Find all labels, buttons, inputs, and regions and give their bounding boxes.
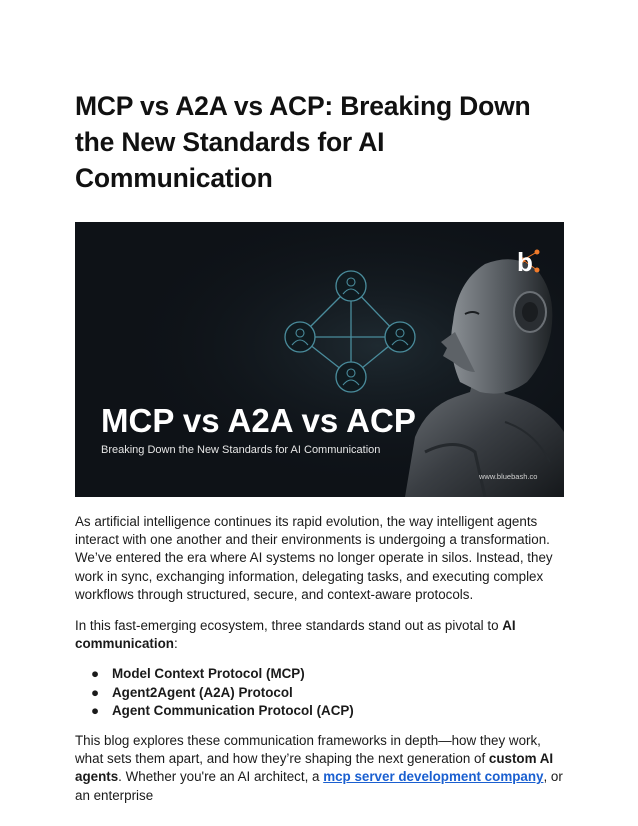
page-title: MCP vs A2A vs ACP: Breaking Down the New Standards for AI Communication xyxy=(75,91,531,193)
svg-text:b: b xyxy=(517,247,533,277)
blog-scope-paragraph: This blog explores these communication frameworks in depth—how they work, what sets them apart, and how they’re shaping the next generation of custom AI agents. Whether you're an AI architect, a mcp server development company, or an enterprise xyxy=(75,733,563,803)
list-item: ● Model Context Protocol (MCP) xyxy=(91,666,305,682)
hero-url: www.bluebash.co xyxy=(479,472,538,481)
list-item: ● Agent2Agent (A2A) Protocol xyxy=(91,684,293,700)
document-page xyxy=(75,88,565,805)
standards-list xyxy=(75,665,565,720)
hero-image xyxy=(75,222,564,497)
hero-headline: MCP vs A2A vs ACP xyxy=(101,402,416,439)
hero-subheadline: Breaking Down the New Standards for AI Communication xyxy=(101,444,381,456)
intro-paragraph: As artificial intelligence continues its rapid evolution, the way intelligent agents interact with one another and their environments is undergoing a transformation. We’ve entered the era where AI systems no longer operate in silos. Instead, they work in sync, exchanging information, delegating tasks, and executing complex workflows through structured, secure, and context-aware protocols. xyxy=(75,514,553,602)
list-item: ● Agent Communication Protocol (ACP) xyxy=(91,702,354,718)
mcp-server-link[interactable]: mcp server development company xyxy=(323,769,544,785)
standards-paragraph: In this fast-emerging ecosystem, three standards stand out as pivotal to AI communication: xyxy=(75,618,516,652)
